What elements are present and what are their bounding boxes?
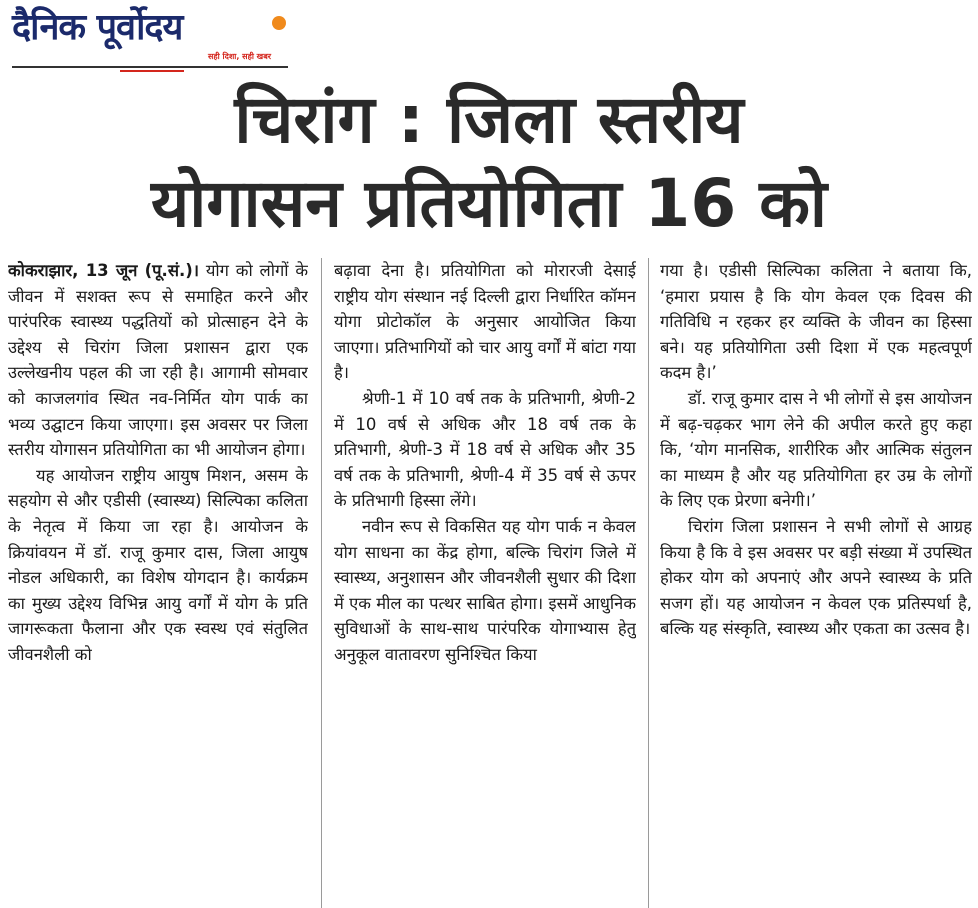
paragraph: श्रेणी-1 में 10 वर्ष तक के प्रतिभागी, श्रेणी-2 में 10 वर्ष से अधिक और 18 वर्ष तक के प्रतिभागी, श्रेणी-3 में 18 वर्ष से अधिक और 35 वर्ष तक के प्रतिभागी, श्रेणी-4 में 35 वर्ष से ऊपर के प्रतिभागी हिस्सा लेंगे। xyxy=(334,388,636,511)
article-column-1 xyxy=(8,258,308,908)
newspaper-name: दैनिक पूर्वोदय xyxy=(12,7,183,48)
headline-line-1: चिरांग : जिला स्तरीय xyxy=(234,81,744,158)
headline-line-2: योगासन प्रतियोगिता 16 को xyxy=(150,165,828,242)
article-body xyxy=(0,258,978,908)
paragraph: गया है। एडीसी सिल्पिका कलिता ने बताया कि, ‘हमारा प्रयास है कि योग केवल एक दिवस की गतिविधि न रहकर हर व्यक्ति के जीवन का हिस्सा बने। यह प्रतियोगिता उसी दिशा में एक महत्वपूर्ण कदम है।’ xyxy=(660,261,972,383)
article-headline xyxy=(0,78,978,246)
newspaper-tagline: सही दिशा, सही खबर xyxy=(208,52,272,61)
masthead-accent-rule xyxy=(120,70,184,72)
masthead-rule xyxy=(12,66,288,68)
paragraph: चिरांग जिला प्रशासन ने सभी लोगों से आग्रह किया है कि वे इस अवसर पर बड़ी संख्या में उपस्थित होकर योग को अपनाएं और अपने स्वास्थ्य के प्रति सजग हों। यह आयोजन न केवल एक प्रतिस्पर्धा है, बल्कि यह संस्कृति, स्वास्थ्य और एकता का उत्सव है। xyxy=(660,516,972,639)
paragraph: यह आयोजन राष्ट्रीय आयुष मिशन, असम के सहयोग से और एडीसी (स्वास्थ्य) सिल्पिका कलिता के नेतृत्व में किया जा रहा है। आयोजन के क्रियांवयन में डॉ. राजू कुमार दास, जिला आयुष नोडल अधिकारी, का विशेष योगदान है। कार्यक्रम का मुख्य उद्देश्य विभिन्न आयु वर्गों में योग के प्रति जागरूकता फैलाना और एक स्वस्थ एवं संतुलित जीवनशैली को xyxy=(8,465,308,664)
paragraph: डॉ. राजू कुमार दास ने भी लोगों से इस आयोजन में बढ़-चढ़कर भाग लेने की अपील करते हुए कहा कि, ‘योग मानसिक, शारीरिक और आत्मिक संतुलन का माध्यम है और यह प्रतियोगिता हर उम्र के लोगों के लिए एक प्रेरणा बनेगी।’ xyxy=(660,388,972,511)
paragraph-text: योग को लोगों के जीवन में सशक्त रूप से समाहित करने और पारंपरिक स्वास्थ्य पद्धतियों को प्रोत्साहन देने के उद्देश्य से चिरांग जिला प्रशासन द्वारा एक उल्लेखनीय पहल की जा रही है। आगामी सोमवार को काजलगांव स्थित नव-निर्मित योग पार्क का भव्य उद्घाटन किया जाएगा। इस अवसर पर जिला स्तरीय योगासन प्रतियोगिता का भी आयोजन होगा। xyxy=(8,261,308,460)
paragraph: बढ़ावा देना है। प्रतियोगिता को मोरारजी देसाई राष्ट्रीय योग संस्थान नई दिल्ली द्वारा निर्धारित कॉमन योगा प्रोटोकॉल के अनुसार आयोजित किया जाएगा। प्रतिभागियों को चार आयु वर्गों में बांटा गया है। xyxy=(334,261,636,383)
paragraph: नवीन रूप से विकसित यह योग पार्क न केवल योग साधना का केंद्र होगा, बल्कि चिरांग जिले में स्वास्थ्य, अनुशासन और जीवनशैली सुधार की दिशा में एक मील का पत्थर साबित होगा। इसमें आधुनिक सुविधाओं के साथ-साथ पारंपरिक योगाभ्यास हेतु अनुकूल वातावरण सुनिश्चित किया xyxy=(334,516,636,664)
column-divider xyxy=(321,258,322,908)
article-column-3 xyxy=(660,258,972,908)
masthead xyxy=(12,4,288,72)
logo-dot-icon xyxy=(272,16,286,30)
column-divider xyxy=(648,258,649,908)
paragraph xyxy=(8,258,308,463)
dateline: कोकराझार, 13 जून (पू.सं.)। xyxy=(8,261,200,280)
article-column-2 xyxy=(334,258,636,908)
